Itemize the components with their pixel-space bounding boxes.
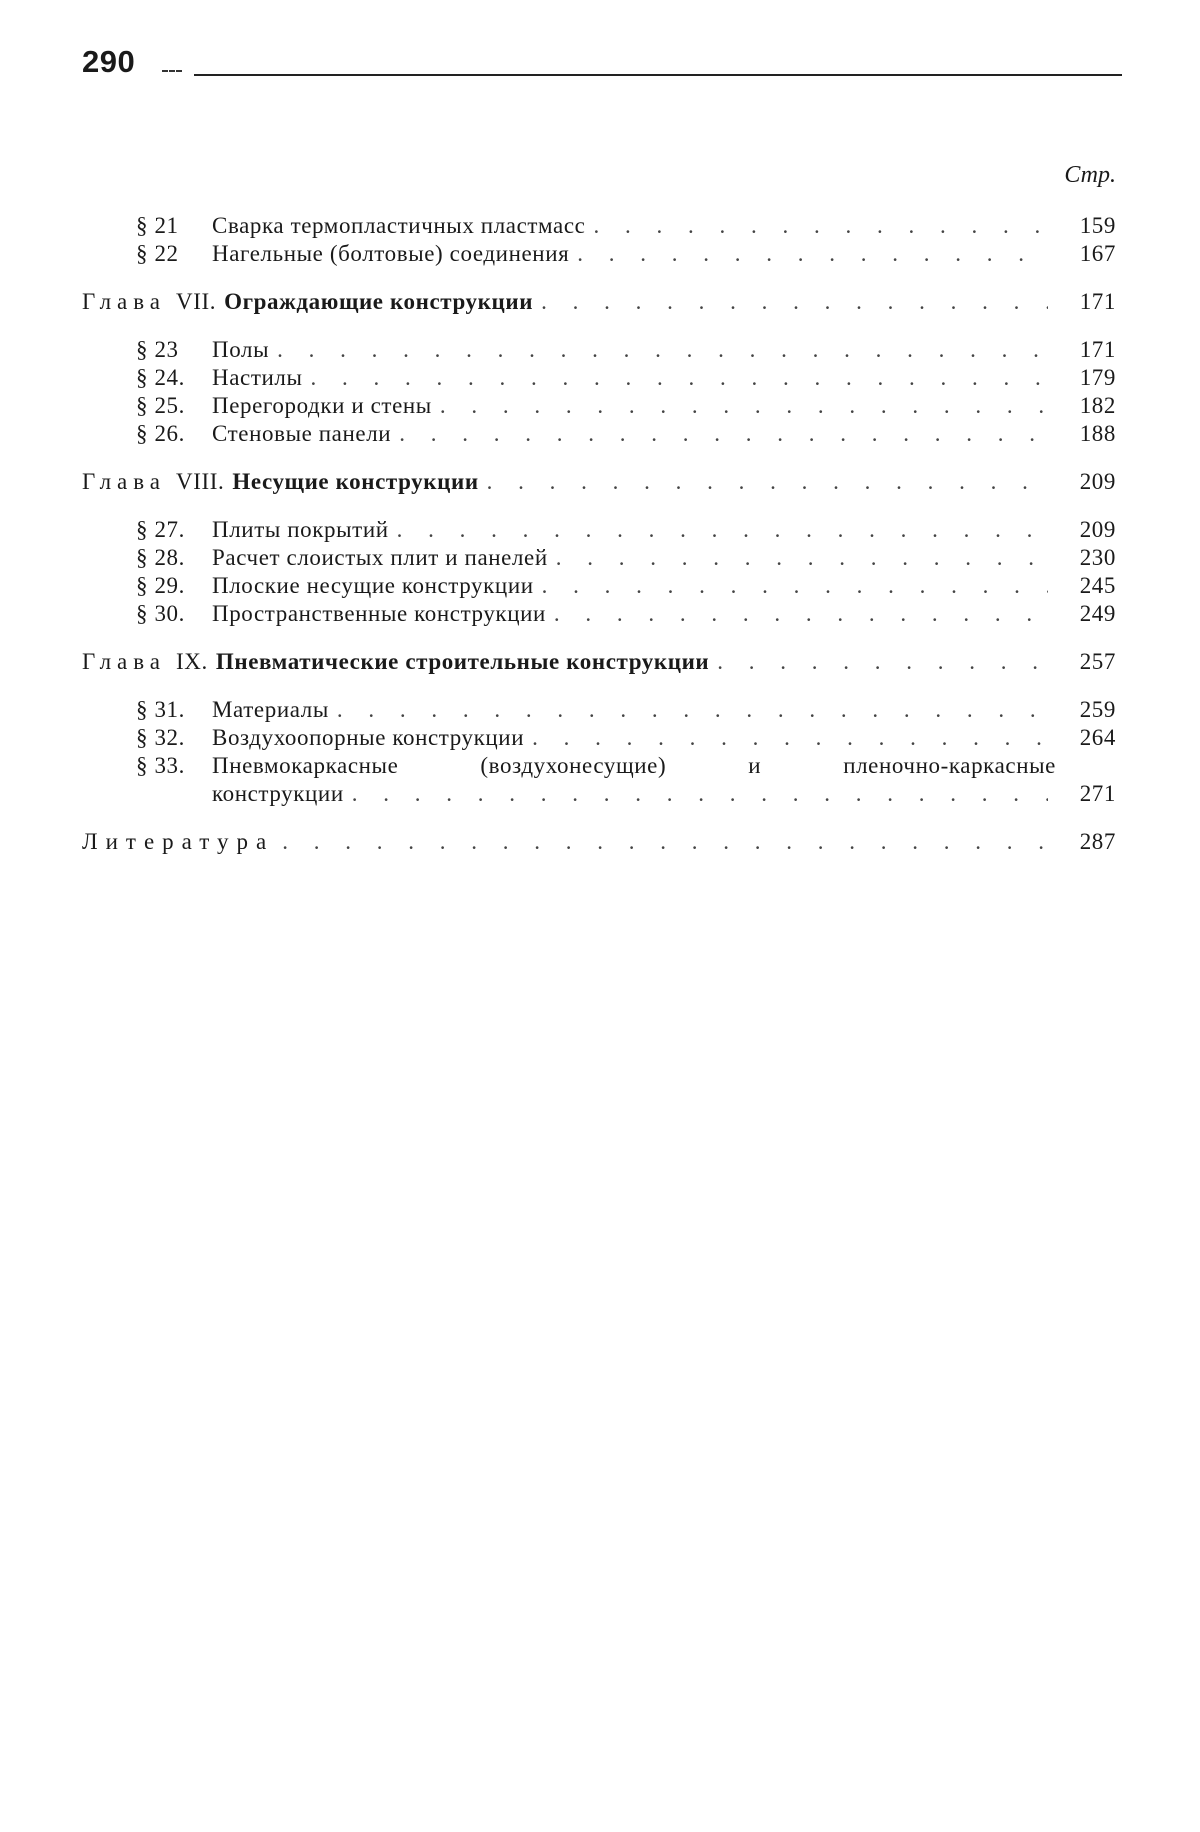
chapter-title: Несущие конструкции xyxy=(232,469,479,494)
dot-leader xyxy=(554,600,1048,628)
section-title: Пневмокаркасные (воздухонесущие) и пленочно-каркасные xyxy=(212,753,1056,778)
dot-leader xyxy=(352,780,1048,808)
table-of-contents xyxy=(82,212,1122,856)
dot-leader xyxy=(399,420,1048,448)
chapter-word: Глава xyxy=(82,289,167,314)
toc-entry-section-30[interactable] xyxy=(82,600,1122,628)
chapter-number: VIII. xyxy=(176,469,225,494)
header-rule-divider xyxy=(194,74,1122,76)
dot-leader xyxy=(542,572,1048,600)
dot-leader xyxy=(277,336,1048,364)
dot-leader xyxy=(282,828,1048,856)
toc-entry-section-23[interactable] xyxy=(82,336,1122,364)
toc-entry-chapter-7[interactable] xyxy=(82,288,1122,316)
section-title: Полы xyxy=(212,337,270,362)
section-title-line-2 xyxy=(136,780,1122,808)
dot-leader xyxy=(541,288,1048,316)
section-number: § 27. xyxy=(136,517,185,542)
header-dash-divider xyxy=(162,70,182,72)
page-ref: 271 xyxy=(1079,781,1116,806)
dot-leader xyxy=(577,240,1048,268)
section-number: § 25. xyxy=(136,393,185,418)
section-number: § 21 xyxy=(136,213,179,238)
section-number: § 32. xyxy=(136,725,185,750)
page-ref: 264 xyxy=(1079,725,1116,750)
chapter-number: IX. xyxy=(176,649,208,674)
dot-leader xyxy=(487,468,1048,496)
section-number: § 24. xyxy=(136,365,185,390)
toc-entry-section-26[interactable] xyxy=(82,420,1122,448)
section-title: Плоские несущие конструкции xyxy=(212,573,534,598)
section-title: Перегородки и стены xyxy=(212,393,432,418)
page-ref: 259 xyxy=(1079,697,1116,722)
page-ref: 287 xyxy=(1079,829,1116,854)
page-ref: 209 xyxy=(1079,469,1116,494)
dot-leader xyxy=(532,724,1048,752)
section-number: § 28. xyxy=(136,545,185,570)
toc-entry-section-29[interactable] xyxy=(82,572,1122,600)
page xyxy=(82,44,1122,856)
page-ref: 182 xyxy=(1079,393,1116,418)
page-number: 290 xyxy=(82,44,136,79)
page-ref: 245 xyxy=(1079,573,1116,598)
literature-title: Литература xyxy=(82,829,275,854)
toc-entry-section-31[interactable] xyxy=(82,696,1122,724)
toc-entry-section-32[interactable] xyxy=(82,724,1122,752)
toc-entry-section-28[interactable] xyxy=(82,544,1122,572)
toc-entry-section-21[interactable] xyxy=(82,212,1122,240)
dot-leader xyxy=(717,648,1048,676)
section-number: § 29. xyxy=(136,573,185,598)
chapter-number: VII. xyxy=(176,289,217,314)
section-number: § 31. xyxy=(136,697,185,722)
toc-entry-section-24[interactable] xyxy=(82,364,1122,392)
section-number: § 33. xyxy=(136,753,185,778)
chapter-title: Ограждающие конструкции xyxy=(224,289,534,314)
section-number: § 30. xyxy=(136,601,185,626)
page-ref: 249 xyxy=(1079,601,1116,626)
dot-leader xyxy=(556,544,1048,572)
page-ref: 171 xyxy=(1079,289,1116,314)
section-title: Стеновые панели xyxy=(212,421,392,446)
chapter-word: Глава xyxy=(82,649,167,674)
page-ref: 188 xyxy=(1079,421,1116,446)
page-ref: 167 xyxy=(1079,241,1116,266)
page-ref: 257 xyxy=(1079,649,1116,674)
section-title: Настилы xyxy=(212,365,303,390)
section-title: Нагельные (болтовые) соединения xyxy=(212,241,570,266)
toc-entry-section-33[interactable] xyxy=(82,752,1122,808)
page-ref: 230 xyxy=(1079,545,1116,570)
dot-leader xyxy=(337,696,1048,724)
toc-entry-section-27[interactable] xyxy=(82,516,1122,544)
page-column-heading: Стр. xyxy=(1064,162,1116,188)
section-title: Пространственные конструкции xyxy=(212,601,546,626)
dot-leader xyxy=(397,516,1048,544)
section-title-line-1 xyxy=(136,752,1122,780)
chapter-word: Глава xyxy=(82,469,167,494)
dot-leader xyxy=(440,392,1048,420)
page-ref: 179 xyxy=(1079,365,1116,390)
section-title: Плиты покрытий xyxy=(212,517,389,542)
page-header xyxy=(82,44,1122,90)
page-ref: 159 xyxy=(1079,213,1116,238)
section-title: Расчет слоистых плит и панелей xyxy=(212,545,548,570)
toc-entry-section-22[interactable] xyxy=(82,240,1122,268)
toc-entry-chapter-8[interactable] xyxy=(82,468,1122,496)
section-number: § 26. xyxy=(136,421,185,446)
dot-leader xyxy=(311,364,1048,392)
page-ref: 171 xyxy=(1079,337,1116,362)
toc-entry-section-25[interactable] xyxy=(82,392,1122,420)
page-ref: 209 xyxy=(1079,517,1116,542)
section-number: § 22 xyxy=(136,241,179,266)
dot-leader xyxy=(593,212,1048,240)
section-title: Материалы xyxy=(212,697,329,722)
section-number: § 23 xyxy=(136,337,179,362)
section-title: Воздухоопорные конструкции xyxy=(212,725,525,750)
toc-entry-literature[interactable] xyxy=(82,828,1122,856)
toc-entry-chapter-9[interactable] xyxy=(82,648,1122,676)
section-title: Сварка термопластичных пластмасс xyxy=(212,213,586,238)
section-title-continuation: конструкции xyxy=(212,781,344,806)
chapter-title: Пневматические строительные конструкции xyxy=(215,649,710,674)
